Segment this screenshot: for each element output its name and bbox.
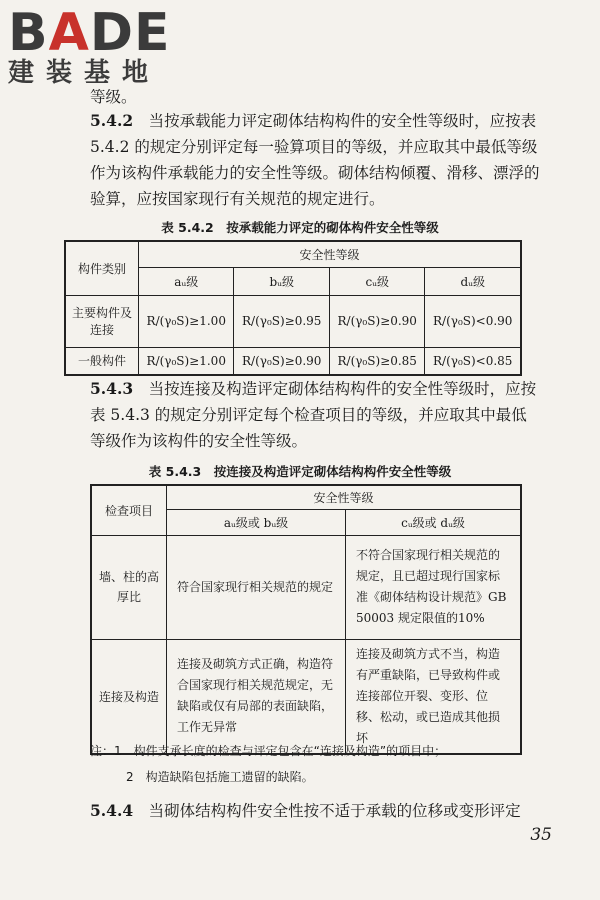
- intro-fragment: 等级。: [90, 88, 137, 106]
- logo-subtitle: 建装基地: [8, 58, 161, 88]
- table2-header-group: 安全性等级: [167, 485, 522, 509]
- table1-header-group: 安全性等级: [139, 241, 522, 267]
- table-row: [91, 639, 521, 754]
- table1-row-type: 一般构件: [65, 347, 139, 375]
- table2-row-item: 连接及构造: [91, 639, 167, 754]
- table-cell: R/(γ₀S)<0.90: [425, 295, 521, 347]
- table-cell: 连接及砌筑方式正确，构造符合国家现行相关规范规定，无缺陷或仅有局部的表面缺陷，工作无异常: [167, 639, 346, 754]
- note-2: 2 构造缺陷包括施工遗留的缺陷。: [126, 770, 314, 784]
- section-number: 5.4.4: [90, 801, 134, 820]
- table2-grade-ab: aᵤ级或 bᵤ级: [167, 509, 346, 535]
- note-1: [90, 742, 446, 759]
- table1-row-type: 主要构件及连接: [65, 295, 139, 347]
- table-5-4-3: [90, 484, 522, 755]
- table1-title: 表 5.4.2 按承载能力评定的砌体构件安全性等级: [161, 220, 439, 235]
- section-text: 当按承载能力评定砌体结构构件的安全性等级时，应按表 5.4.2 的规定分别评定每一验算项目的等级，并应取其中最低等级作为该构件承载能力的安全性等级。砌体结构倾覆、滑移、漂浮的验算，应按国家现行有关规范的规定进行。: [90, 112, 540, 208]
- table-cell: 符合国家现行相关规范的规定: [167, 535, 346, 639]
- section-5-4-4: [90, 798, 540, 824]
- table-row: [65, 347, 521, 375]
- table-cell: R/(γ₀S)≥0.90: [234, 347, 329, 375]
- section-number: 5.4.3: [90, 379, 134, 398]
- table1-grade-a: aᵤ级: [139, 267, 234, 295]
- page-number: 35: [530, 825, 552, 845]
- table-cell: R/(γ₀S)≥0.85: [329, 347, 424, 375]
- table2-header-item: 检查项目: [91, 485, 167, 535]
- section-text: 当砌体结构构件安全性按不适于承载的位移或变形评定: [148, 802, 521, 820]
- note-label: 注：: [90, 744, 115, 758]
- table-cell: R/(γ₀S)≥1.00: [139, 347, 234, 375]
- table-cell: R/(γ₀S)≥1.00: [139, 295, 234, 347]
- table-cell: R/(γ₀S)<0.85: [425, 347, 521, 375]
- section-5-4-2: [90, 108, 540, 212]
- table-cell: R/(γ₀S)≥0.95: [234, 295, 329, 347]
- table2-title: 表 5.4.3 按连接及构造评定砌体结构构件安全性等级: [148, 464, 452, 479]
- table1-grade-c: cᵤ级: [329, 267, 424, 295]
- table-cell: 连接及砌筑方式不当，构造有严重缺陷，已导致构件或连接部位开裂、变形、位移、松动，或已造成其他损坏: [346, 639, 522, 754]
- section-5-4-3: [90, 376, 540, 454]
- table-cell: R/(γ₀S)≥0.90: [329, 295, 424, 347]
- table1-header-type: 构件类别: [65, 241, 139, 295]
- section-number: 5.4.2: [90, 111, 134, 130]
- table2-row-item: 墙、柱的高厚比: [91, 535, 167, 639]
- table-5-4-2: [64, 240, 522, 376]
- logo-wordmark: BADE: [8, 3, 171, 63]
- section-text: 当按连接及构造评定砌体结构构件的安全性等级时，应按表 5.4.3 的规定分别评定每个检查项目的等级，并应取其中最低等级作为该构件的安全性等级。: [90, 380, 537, 450]
- table-cell: 不符合国家现行相关规范的规定，且已超过现行国家标准《砌体结构设计规范》GB 50003 规定限值的10%: [346, 535, 522, 639]
- table-row: [91, 535, 521, 639]
- table1-grade-d: dᵤ级: [425, 267, 521, 295]
- table1-grade-b: bᵤ级: [234, 267, 329, 295]
- note-text: 1 构件支承长度的检查与评定包含在“连接及构造”的项目中；: [114, 744, 447, 758]
- table-row: [65, 295, 521, 347]
- logo: [8, 4, 171, 88]
- table2-grade-cd: cᵤ级或 dᵤ级: [346, 509, 522, 535]
